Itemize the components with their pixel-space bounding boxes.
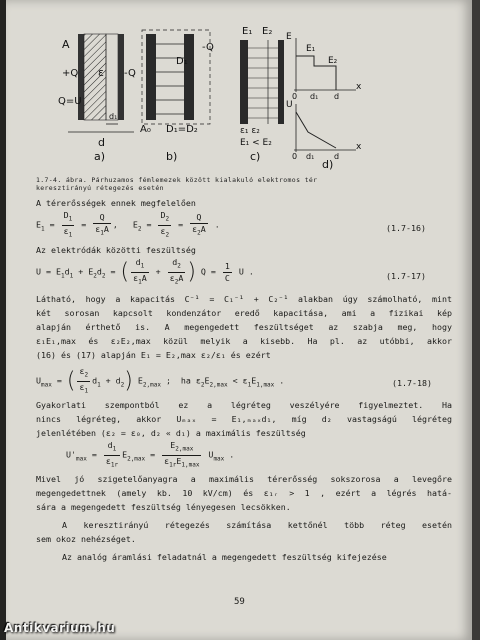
- fig-d-label-e1: E₁: [306, 44, 316, 54]
- watermark-logo: Antikvarium.hu: [4, 621, 116, 635]
- fig-c-label-e2: E₂: [262, 26, 273, 37]
- fig-a-label-epsilon: ε: [98, 66, 104, 79]
- fig-a-label-d: d: [98, 136, 105, 149]
- figure-drawing: [6, 0, 472, 170]
- equation-number-18: (1.7-18): [392, 378, 432, 388]
- caption-line-2: keresztirányú rétegezés esetén: [36, 184, 164, 192]
- paragraph-3-line-2: két sorosan kapcsolt kondenzátor eredő kapacitása, ami a fizikai kép: [36, 308, 452, 318]
- paragraph-1: A térerősségek ennek megfelelően: [36, 198, 196, 208]
- equation-1-7-18: $U_{max}$ = ( $\frac{\varepsilon_2}{\varepsilon_1}$ $d_1 + d_2$) $E_{2,max}$ ; ha $\varepsilon_2E_{2,max} < \varepsilon_1E_{1,max}$ .: [36, 366, 285, 395]
- fig-c-caption: c): [250, 150, 261, 163]
- paragraph-4-line-1: Gyakorlati szempontból ez a légréteg veszélyére figyelmeztet. Ha: [36, 400, 452, 410]
- fig-a-caption: a): [94, 150, 106, 163]
- fig-d-label-d1-bottom: d₁: [306, 152, 315, 161]
- figure-b: [142, 30, 210, 124]
- equation-number-17: (1.7-17): [386, 271, 426, 281]
- paragraph-5-line-2: megengedettnek (amely kb. 10 kV/cm) és ε₁ᵣ > 1 , ezért a légrés hatá-: [36, 488, 452, 498]
- page-number: 59: [234, 597, 245, 607]
- paragraph-3-line-4: ε₁E₁,max és ε₂E₂,max közül melyik a kisebb. Ha pl. az utóbbi, akkor: [36, 336, 452, 346]
- fig-b-label-d1: D₁: [176, 56, 188, 67]
- fig-a-label-plus-q: +Q: [62, 68, 79, 79]
- paragraph-4-line-3: jelenlétében (ε₂ = ε₀, d₂ « d₁) a maximális feszültség: [36, 428, 306, 438]
- equation-1-7-16: $E_1$ = $\frac{D_1}{\varepsilon_1}$ = $\frac{Q}{\varepsilon_1A}$ , $E_2$ = $\frac{D_2}{\varepsilon_2}$ = $\frac{Q}{\varepsilon_2A}$ .: [36, 210, 220, 239]
- fig-b-label-minus-q: -Q: [202, 42, 214, 53]
- figure-caption: [36, 176, 446, 192]
- fig-a-label-q-u: Q=U: [58, 96, 82, 107]
- equation-number-16: (1.7-16): [386, 223, 426, 233]
- paragraph-3-line-5: (16) és (17) alapján E₁ = E₂,max ε₂/ε₁ és ezért: [36, 350, 271, 360]
- fig-c-label-eps: ε₁ ε₂: [240, 126, 260, 136]
- fig-b-label-a0: A₀: [140, 124, 151, 135]
- equation-u-max-prime: $U'_{max}$ = $\frac{d_1}{\varepsilon_{1r}}$ $E_{2,max}$ = $\frac{E_{2,max}}{\varepsilon_{1r}E_{1,max}}$ $U_{max}$ .: [66, 440, 235, 469]
- fig-d-label-e2: E₂: [328, 56, 338, 66]
- paragraph-3-line-3: alapján érthető is. A megengedett feszültséget az szabja meg, hogy: [36, 322, 452, 332]
- figure-c: [240, 40, 284, 124]
- fig-a-label-area: A: [62, 38, 70, 51]
- fig-d-label-0-bottom: 0: [292, 152, 298, 161]
- fig-d-label-d-bottom: d: [334, 152, 340, 161]
- paragraph-3-line-1: Látható, hogy a kapacitás C⁻¹ = C₁⁻¹ + C₂⁻¹ alakban úgy számolható, mint: [36, 294, 452, 304]
- paragraph-7-line-1: Az analóg áramlási feladatnál a megengedett feszültség kifejezése: [62, 552, 387, 562]
- fig-d-label-0-top: 0: [292, 92, 298, 101]
- fig-a-label-minus-q: -Q: [124, 68, 136, 79]
- figure-d: [294, 38, 356, 152]
- caption-line-1: 1.7-4. ábra. Párhuzamos fémlemezek között kialakuló elektromos tér: [36, 176, 318, 184]
- fig-c-label-e1-lt-e2: E₁ < E₂: [240, 138, 272, 148]
- fig-d-label-u: U: [286, 100, 293, 110]
- fig-a-label-d1: d₁: [109, 112, 118, 121]
- paragraph-5-line-1: Mivel jó szigetelőanyagra a maximális térerősség sokszorosa a levegőre: [36, 474, 452, 484]
- fig-b-label-d1-d2: D₁=D₂: [166, 124, 198, 135]
- fig-b-caption: b): [166, 150, 178, 163]
- fig-d-label-d-top: d: [334, 92, 340, 101]
- paragraph-5-line-3: sára a megengedett feszültség lényegesen lecsökken.: [36, 502, 291, 512]
- fig-d-label-d1-top: d₁: [310, 92, 319, 101]
- paragraph-4-line-2: nincs légréteg, akkor Uₘₐₓ = E₁,ₘₐₓd₁, míg d₂ vastagságú légréteg: [36, 414, 452, 424]
- figure-1-7-4: [6, 0, 472, 170]
- fig-d-label-x-top: x: [356, 82, 362, 92]
- figure-a: [68, 34, 134, 132]
- fig-d-label-e: E: [286, 32, 292, 42]
- book-page: [6, 0, 472, 640]
- paragraph-6-line-1: A keresztirányú rétegezés számítása kettőnél több réteg esetén: [62, 520, 452, 530]
- fig-d-caption: d): [322, 158, 334, 171]
- fig-d-label-x-bottom: x: [356, 142, 362, 152]
- paragraph-2: Az elektródák közötti feszültség: [36, 245, 196, 255]
- equation-1-7-17: $U = E_1d_1 + E_2d_2$ = ( $\frac{d_1}{\varepsilon_1A}$ + $\frac{d_2}{\varepsilon_2A}$ ) Q = $\frac{1}{C}$ U .: [36, 257, 254, 286]
- fig-c-label-e1: E₁: [242, 26, 253, 37]
- paragraph-6-line-2: sem okoz nehézséget.: [36, 534, 136, 544]
